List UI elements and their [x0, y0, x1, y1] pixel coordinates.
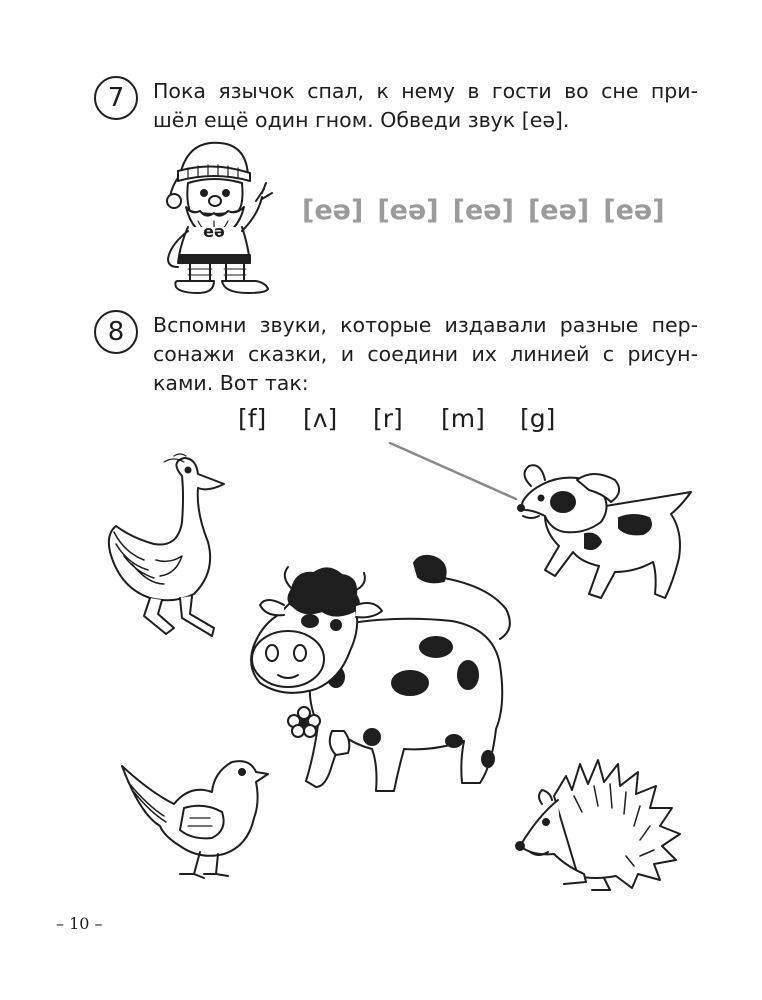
sound-option[interactable]: [eə] [302, 195, 364, 226]
bird-illustration[interactable] [120, 742, 280, 882]
sound-option[interactable]: [eə] [603, 195, 665, 226]
page-number: – 10 – [56, 914, 103, 933]
sound-wedge[interactable]: [ʌ] [303, 404, 338, 433]
cow-illustration[interactable] [244, 555, 524, 805]
task-8-line: ками. Вот так: [153, 371, 309, 395]
sound-option[interactable]: [eə] [527, 195, 590, 226]
gnome-illustration [158, 135, 288, 300]
sound-r[interactable]: [r] [373, 404, 403, 433]
task-7-line: Пока язычок спал, к нему в гости во сне при- [153, 79, 698, 103]
task-8-text [153, 311, 698, 398]
task-7-sound-row [302, 195, 665, 226]
gnome-shirt-label: eə [203, 222, 225, 241]
task-7-number: 7 [94, 76, 138, 120]
dog-illustration[interactable] [515, 462, 695, 602]
task-8-number: 8 [94, 310, 138, 354]
sound-option[interactable]: [eə] [452, 195, 514, 226]
task-8-line: Вспомни звуки, которые издавали разные пер- [153, 313, 698, 337]
sound-option[interactable]: [eə] [377, 195, 439, 226]
task-8-line: сонажи сказки, и соедини их линией с рисун- [153, 342, 698, 366]
sound-g[interactable]: [g] [520, 404, 556, 433]
hedgehog-illustration[interactable] [514, 756, 684, 896]
task-7-text [153, 77, 698, 135]
goose-illustration[interactable] [104, 452, 234, 642]
sound-m[interactable]: [m] [441, 404, 485, 433]
sound-f[interactable]: [f] [238, 404, 267, 433]
task-7-line: шёл ещё один гном. Обведи звук [eə]. [153, 108, 570, 132]
